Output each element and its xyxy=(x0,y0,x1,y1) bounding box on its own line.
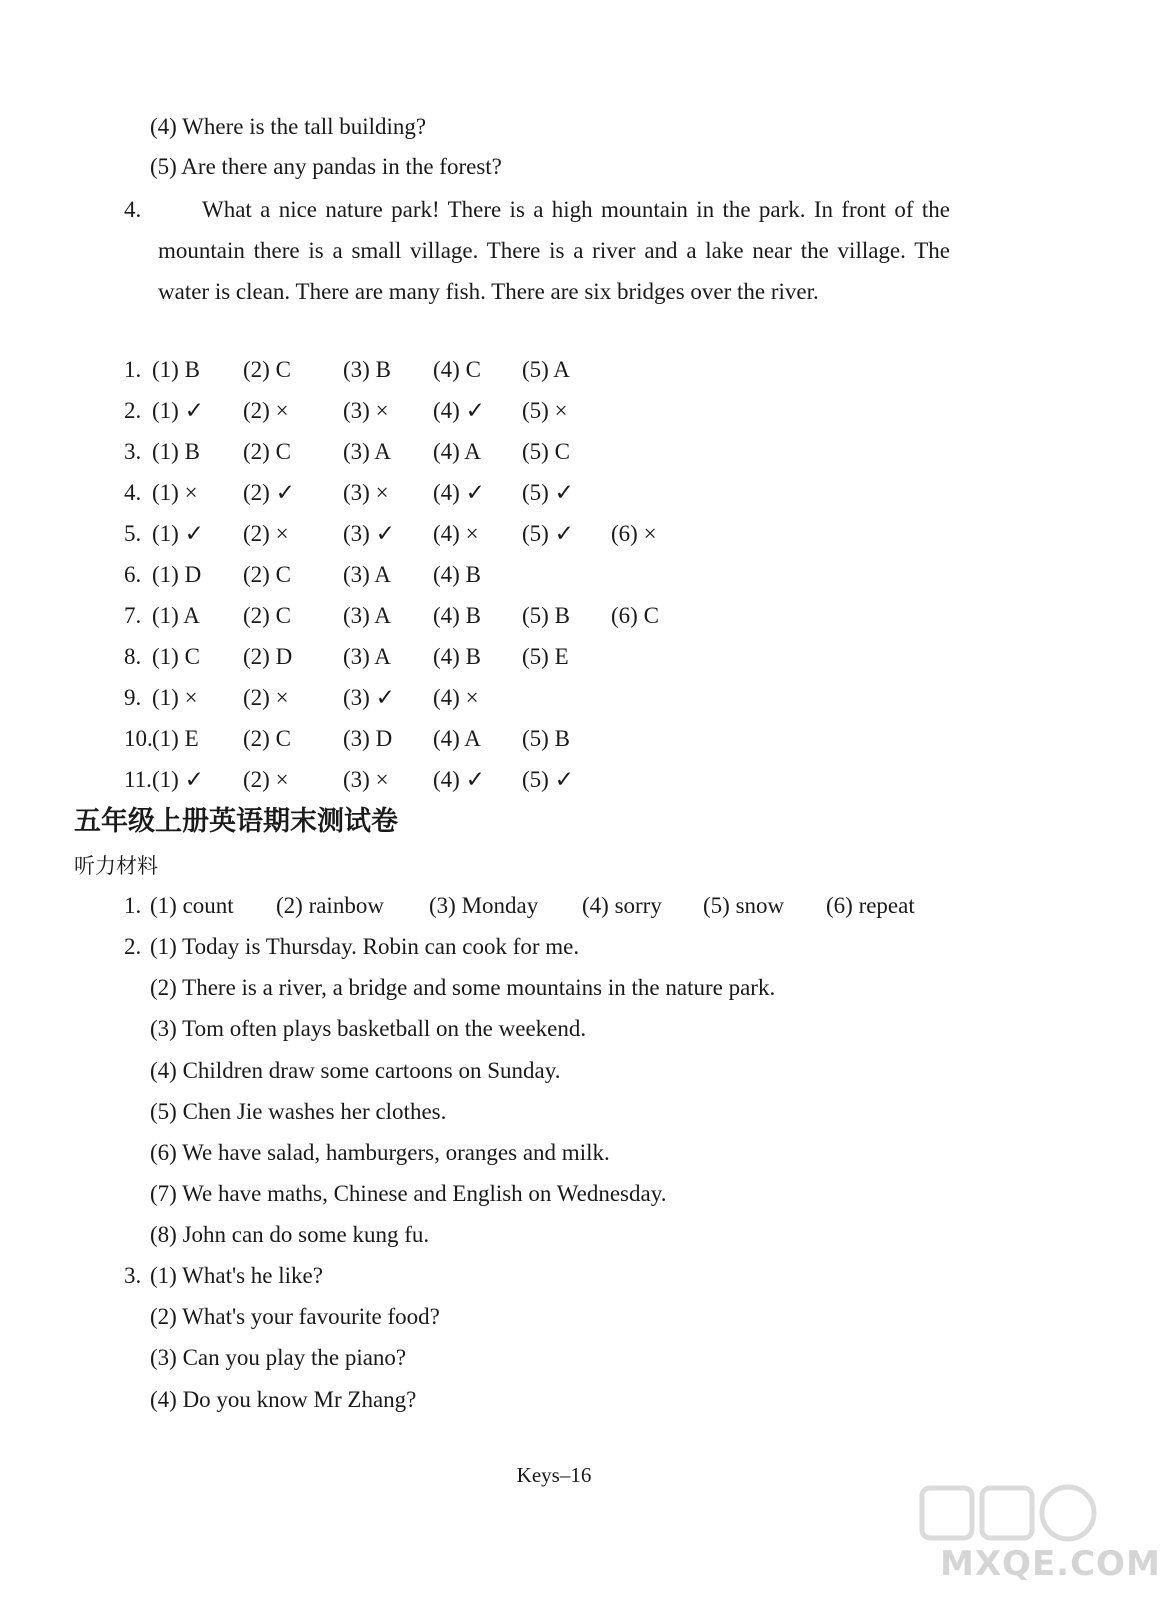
answer-item: (2) C xyxy=(243,439,291,464)
answer-item: (2) × xyxy=(243,767,289,792)
answer-item: (4) B xyxy=(433,603,481,628)
passage-number: 4. xyxy=(124,197,142,222)
q1-item: (1) count xyxy=(150,893,234,918)
answer-item: (1) B xyxy=(152,357,200,382)
answer-item: (2) C xyxy=(243,562,291,587)
answer-item: (6) × xyxy=(611,521,657,546)
answer-row xyxy=(124,601,744,631)
answer-item: (2) C xyxy=(243,726,291,751)
answer-item: (4) ✓ xyxy=(433,767,485,792)
answer-item: (4) ✓ xyxy=(433,480,485,505)
answer-item: (3) ✓ xyxy=(343,521,395,546)
answer-item: (1) × xyxy=(152,685,198,710)
answer-item: (1) × xyxy=(152,480,198,505)
answer-item: (4) B xyxy=(433,562,481,587)
q2-sentence: (5) Chen Jie washes her clothes. xyxy=(150,1099,447,1124)
q2-sentence: (2) There is a river, a bridge and some mountains in the nature park. xyxy=(150,975,776,1000)
answer-item: (1) B xyxy=(152,439,200,464)
answer-row-number: 1. xyxy=(124,357,142,382)
answer-item: (2) D xyxy=(243,644,293,669)
answer-item: (3) A xyxy=(343,603,391,628)
answer-row-number: 7. xyxy=(124,603,142,628)
answer-item: (5) B xyxy=(522,726,570,751)
answer-item: (5) C xyxy=(522,439,570,464)
page-number: Keys–16 xyxy=(516,1463,592,1487)
watermark-logo xyxy=(900,1478,1161,1598)
answer-item: (4) × xyxy=(433,521,479,546)
q1-item: (2) rainbow xyxy=(276,893,384,918)
q3-question: (1) What's he like? xyxy=(150,1263,323,1288)
q1-item: (3) Monday xyxy=(429,893,539,918)
answer-item: (3) × xyxy=(343,767,389,792)
q2-sentence: (8) John can do some kung fu. xyxy=(150,1222,430,1247)
answer-item: (5) × xyxy=(522,398,568,423)
q1-item: (6) repeat xyxy=(826,893,915,918)
q3-number: 3. xyxy=(124,1263,142,1288)
answer-row-number: 3. xyxy=(124,439,142,464)
answer-item: (2) × xyxy=(243,398,289,423)
answer-item: (2) × xyxy=(243,521,289,546)
answer-item: (1) A xyxy=(152,603,200,628)
answer-item: (1) ✓ xyxy=(152,398,204,423)
q1-number: 1. xyxy=(124,893,142,918)
q2-sentence: (3) Tom often plays basketball on the weekend. xyxy=(150,1016,587,1041)
answer-item: (1) ✓ xyxy=(152,767,204,792)
answer-item: (2) C xyxy=(243,603,291,628)
answer-item: (2) × xyxy=(243,685,289,710)
q2-sentence: (1) Today is Thursday. Robin can cook for me. xyxy=(150,934,580,959)
answer-row-number: 2. xyxy=(124,398,142,423)
answer-item: (3) ✓ xyxy=(343,685,395,710)
answer-row-number: 10. xyxy=(124,726,153,751)
question-5: (5) Are there any pandas in the forest? xyxy=(150,154,502,179)
answer-row xyxy=(124,642,744,672)
q3-question: (2) What's your favourite food? xyxy=(150,1304,440,1329)
answer-row xyxy=(124,724,744,754)
answer-item: (1) D xyxy=(152,562,202,587)
answer-row-number: 6. xyxy=(124,562,142,587)
answer-item: (3) × xyxy=(343,480,389,505)
answer-row-number: 11. xyxy=(124,767,152,792)
answer-item: (6) C xyxy=(611,603,659,628)
q2-sentence: (7) We have maths, Chinese and English on Wednesday. xyxy=(150,1181,667,1206)
q1-item: (4) sorry xyxy=(582,893,662,918)
answer-row-number: 4. xyxy=(124,480,142,505)
passage-text xyxy=(158,190,950,312)
answer-row xyxy=(124,519,744,549)
answer-row xyxy=(124,765,744,795)
answer-item: (4) C xyxy=(433,357,481,382)
watermark-text: MXQE.COM xyxy=(940,1544,1161,1584)
answer-row xyxy=(124,437,744,467)
answer-item: (3) × xyxy=(343,398,389,423)
section-title: 五年级上册英语期末测试卷 xyxy=(74,806,398,837)
answer-item: (5) E xyxy=(522,644,569,669)
answer-item: (4) ✓ xyxy=(433,398,485,423)
q3-question: (4) Do you know Mr Zhang? xyxy=(150,1387,417,1412)
q1-item: (5) snow xyxy=(703,893,785,918)
answer-item: (5) ✓ xyxy=(522,767,574,792)
answer-row-number: 9. xyxy=(124,685,142,710)
answer-item: (2) C xyxy=(243,357,291,382)
answer-item: (1) ✓ xyxy=(152,521,204,546)
q2-sentence: (4) Children draw some cartoons on Sunday. xyxy=(150,1058,561,1083)
answer-item: (2) ✓ xyxy=(243,480,295,505)
answer-row xyxy=(124,355,744,385)
answer-item: (4) A xyxy=(433,439,481,464)
answer-row xyxy=(124,560,744,590)
section-subtitle: 听力材料 xyxy=(74,854,158,878)
answer-row xyxy=(124,478,744,508)
listening-q1 xyxy=(124,891,964,921)
answer-row-number: 8. xyxy=(124,644,142,669)
answer-row-number: 5. xyxy=(124,521,142,546)
answer-item: (3) B xyxy=(343,357,391,382)
answer-item: (3) A xyxy=(343,644,391,669)
answer-item: (3) A xyxy=(343,439,391,464)
answer-item: (4) A xyxy=(433,726,481,751)
answer-item: (3) D xyxy=(343,726,393,751)
answer-item: (1) C xyxy=(152,644,200,669)
answer-item: (1) E xyxy=(152,726,199,751)
answer-row xyxy=(124,396,744,426)
passage-body: What a nice nature park! There is a high mountain in the park. In front of the mountain there is a small village. There is a river and a lake near the village. The water is clean. There are many fish. There are six bridges over the river. xyxy=(158,197,950,304)
answer-item: (4) × xyxy=(433,685,479,710)
q3-question: (3) Can you play the piano? xyxy=(150,1345,407,1370)
question-4: (4) Where is the tall building? xyxy=(150,114,427,139)
q2-sentence: (6) We have salad, hamburgers, oranges and milk. xyxy=(150,1140,610,1165)
answer-item: (5) ✓ xyxy=(522,521,574,546)
answer-item: (4) B xyxy=(433,644,481,669)
q2-number: 2. xyxy=(124,934,142,959)
answer-item: (5) B xyxy=(522,603,570,628)
answer-item: (5) A xyxy=(522,357,570,382)
answer-item: (3) A xyxy=(343,562,391,587)
answer-item: (5) ✓ xyxy=(522,480,574,505)
answer-row xyxy=(124,683,744,713)
